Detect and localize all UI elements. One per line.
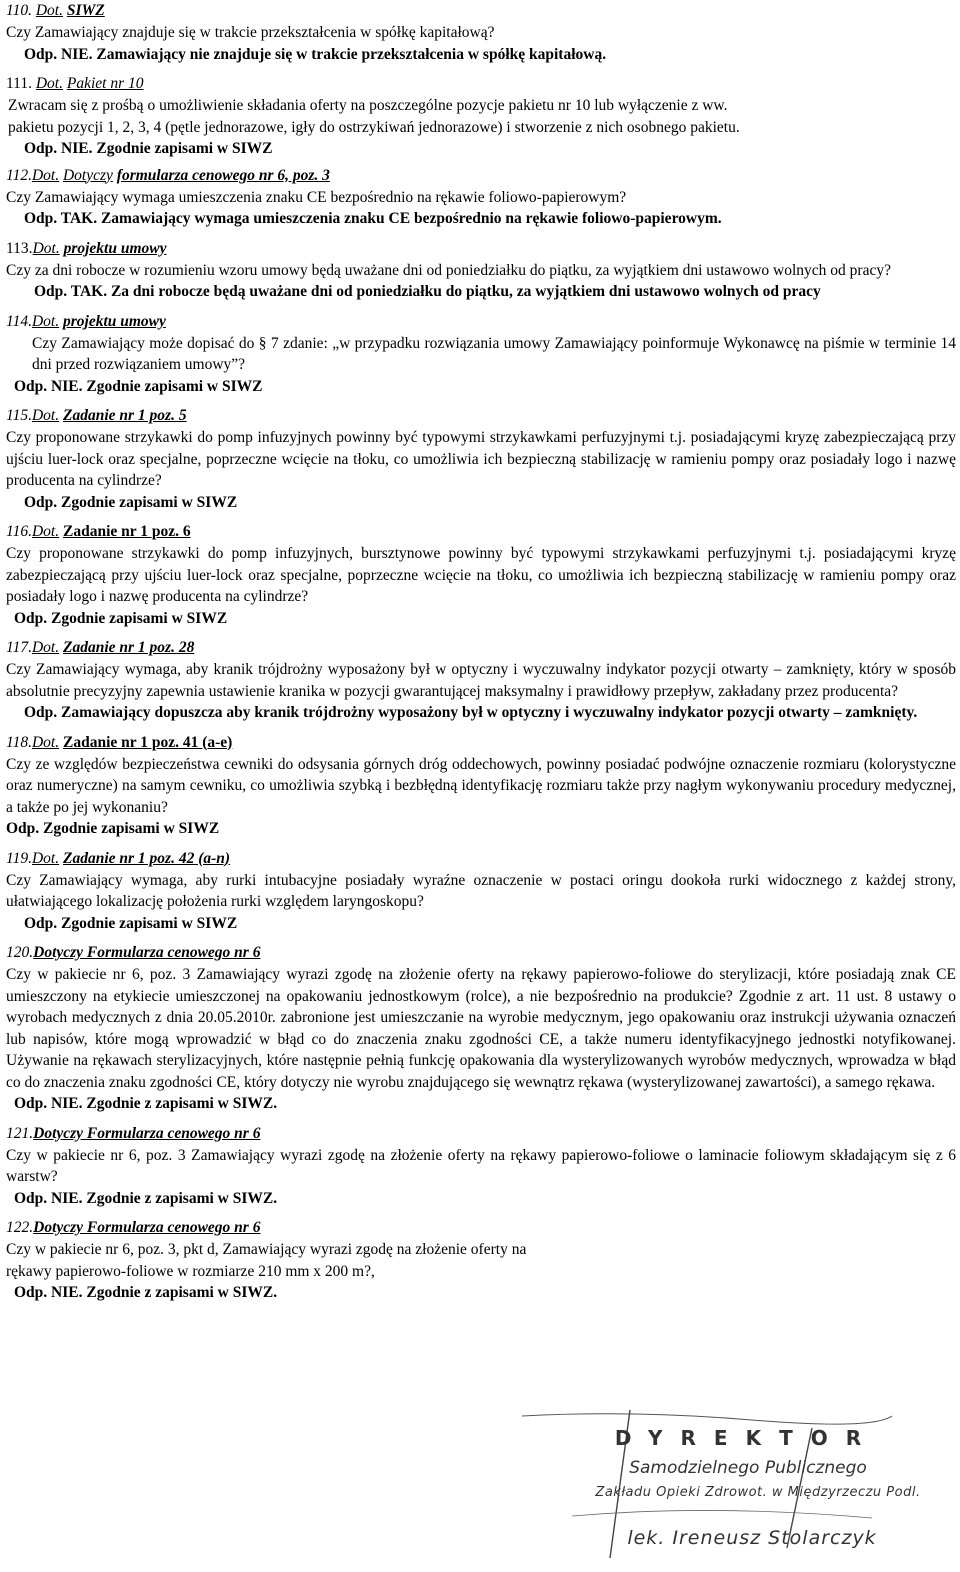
qa-item-114 <box>6 311 956 398</box>
item-heading: 112.Dot. Dotyczy formularza cenowego nr 6, poz. 3 <box>6 166 330 184</box>
qa-item-121 <box>6 1123 956 1210</box>
item-answer: Odp. NIE. Zgodnie zapisami w SIWZ <box>14 377 263 395</box>
item-question: Czy Zamawiający znajduje się w trakcie przekształcenia w spółkę kapitałową? <box>6 24 495 41</box>
item-question: Czy za dni robocze w rozumieniu wzoru umowy będą uważane dni od poniedziałku do piątku, za wyjątkiem dni ustawowo wolnych od pracy? <box>6 261 891 279</box>
item-heading: 122.Dotyczy Formularza cenowego nr 6 <box>6 1219 261 1236</box>
item-question: Czy ze względów bezpieczeństwa cewniki do odsysania górnych dróg oddechowych, powinny posiadać podwójne oznaczenie rozmiaru (kolorystyczne oraz numeryczne) na samym cewniku, co umożliwia szybką i bezbłędną identyfikację rozmiaru także przy nagłym wykonywaniu procedury medycznej, a także po jej wykonaniu? <box>6 755 956 816</box>
item-answer: Odp. Zgodnie zapisami w SIWZ <box>14 609 228 627</box>
item-answer: Odp. Zgodnie zapisami w SIWZ <box>24 493 238 511</box>
item-question: Czy w pakiecie nr 6, poz. 3, pkt d, Zamawiający wyrazi zgodę na złożenie oferty na rękawy papierowo-foliowe w rozmiarze 210 mm x 200 m?, <box>6 1241 527 1280</box>
item-question: Czy proponowane strzykawki do pomp infuzyjnych, bursztynowe powinny być typowymi strzykawkami perfuzyjnymi t.j. posiadającymi kryzę zabezpieczającą przy ujściu luer-lock oraz specjalne, poprzeczne wcięcie na tłoku, co umożliwia ich bezpieczną stabilizację w ramieniu pompy oraz posiadały logo i nazwę producenta na cylindrze? <box>6 545 956 605</box>
item-heading: 114.Dot. projektu umowy <box>6 312 166 330</box>
item-heading: 118.Dot. Zadanie nr 1 poz. 41 (a-e) <box>6 733 233 751</box>
item-answer: Odp. Zamawiający dopuszcza aby kranik trójdrożny wyposażony był w optyczny i wyczuwalny indykator pozycji otwarty – zamknięty. <box>24 704 918 721</box>
item-heading: 110. Dot. SIWZ <box>6 2 105 19</box>
stamp-institution-line1: Samodzielnego Publicznego <box>629 1458 867 1478</box>
item-question: Czy proponowane strzykawki do pomp infuzyjnych powinny być typowymi strzykawkami perfuzyjnymi t.j. posiadającymi kryzę zabezpieczającą przy ujściu luer-lock oraz specjalne, poprzeczne wcięcie na tłoku, co umożliwia ich bezpieczną stabilizację w ramieniu pompy oraz posiadały logo i nazwę producenta na cylindrze? <box>6 429 956 489</box>
item-question-line: pakietu pozycji 1, 2, 3, 4 (pętle jednorazowe, igły do ostrzykiwań jednorazowe) i stworzenie z nich osobnego pakietu. <box>8 118 740 136</box>
stamp-institution-line2: Zakładu Opieki Zdrowot. w Międzyrzeczu Podl. <box>595 1485 921 1500</box>
qa-item-113 <box>6 238 956 303</box>
qa-item-118 <box>6 732 956 840</box>
item-answer: Odp. Zgodnie zapisami w SIWZ <box>6 820 220 837</box>
qa-item-119 <box>6 848 956 935</box>
item-answer: Odp. Zgodnie zapisami w SIWZ <box>24 914 238 932</box>
item-question: Czy Zamawiający wymaga, aby rurki intubacyjne posiadały wyraźne oznaczenie w postaci oringu dookoła rurki widocznego z każdej strony, ułatwiającego lokalizację położenia rurki względem laryngoskopu? <box>6 871 956 910</box>
qa-item-116 <box>6 521 956 629</box>
stamp-title: DYREKTOR <box>614 1426 880 1450</box>
item-heading: 121.Dotyczy Formularza cenowego nr 6 <box>6 1124 261 1142</box>
item-question: Czy w pakiecie nr 6, poz. 3 Zamawiający wyrazi zgodę na złożenie oferty na rękawy papierowo-foliowe o laminacie foliowym składającym się z 6 warstw? <box>6 1146 956 1185</box>
item-heading: 116.Dot. Zadanie nr 1 poz. 6 <box>6 523 191 540</box>
item-answer: Odp. TAK. Za dni robocze będą uważane dni od poniedziałku do piątku, za wyjątkiem dni ustawowo wolnych od pracy <box>34 283 821 300</box>
qa-item-117 <box>6 637 956 724</box>
item-heading: 111. Dot. Pakiet nr 10 <box>6 75 144 92</box>
document-page <box>6 0 956 1304</box>
item-answer: Odp. NIE. Zgodnie zapisami w SIWZ <box>24 140 273 157</box>
item-heading: 119.Dot. Zadanie nr 1 poz. 42 (a-n) <box>6 849 231 867</box>
qa-item-120 <box>6 942 956 1115</box>
qa-item-122 <box>6 1217 956 1304</box>
item-heading: 113.Dot. projektu umowy <box>6 239 167 257</box>
item-question: Czy Zamawiający wymaga, aby kranik trójdrożny wyposażony był w optyczny i wyczuwalny indykator pozycji otwarty – zamknięty, który w sposób absolutnie precyzyjny zapewnia ustawienie kranika w pozycji gwarantującej maksymalny i prawidłowy przepływ, zakładany przez producenta? <box>6 661 956 700</box>
qa-item-115 <box>6 405 956 513</box>
item-answer: Odp. NIE. Zgodnie z zapisami w SIWZ. <box>14 1284 278 1301</box>
item-question: Czy Zamawiający wymaga umieszczenia znaku CE bezpośrednio na rękawie foliowo-papierowym? <box>6 188 627 206</box>
director-stamp <box>512 1408 921 1568</box>
item-heading: 120.Dotyczy Formularza cenowego nr 6 <box>6 944 261 961</box>
qa-item-110 <box>6 0 956 65</box>
item-answer: Odp. NIE. Zgodnie z zapisami w SIWZ. <box>14 1095 278 1112</box>
qa-item-112 <box>6 165 956 230</box>
item-heading: 117.Dot. Zadanie nr 1 poz. 28 <box>6 639 195 656</box>
item-answer: Odp. TAK. Zamawiający wymaga umieszczenia znaku CE bezpośrednio na rękawie foliowo-papierowym. <box>24 210 722 227</box>
item-answer: Odp. NIE. Zgodnie z zapisami w SIWZ. <box>14 1189 278 1207</box>
item-answer: Odp. NIE. Zamawiający nie znajduje się w trakcie przekształcenia w spółkę kapitałową. <box>24 45 607 63</box>
stamp-signature: lek. Ireneusz Stolarczyk <box>627 1527 877 1549</box>
qa-item-111 <box>6 73 956 160</box>
item-question: Czy w pakiecie nr 6, poz. 3 Zamawiający wyrazi zgodę na złożenie oferty na rękawy papierowo-foliowe do sterylizacji, które posiadają znak CE umieszczony na etykiecie umieszczonej na opakowaniu jednostkowym (rolce), a nie bezpośrednio na produkcie? Zgodnie z art. 11 ust. 8 ustawy o wyrobach medycznych z dnia 20.05.2010r. zabronione jest umieszczanie na wyrobie medycznym, jego opakowaniu oraz instrukcji używania oznaczeń lub napisów, które mogą wprowadzić w błąd co do znaczenia znaku zgodności CE, a także numeru identyfikacyjnego jednostki notyfikowanej. Używanie na rękawach sterylizacyjnych, które następnie pełnią funkcję opakowania dla wysterylizowanych wyrobów medycznych, wprowadza w błąd co do znaczenia znaku zgodności CE, który dotyczy nie wyrobu znajdującego się wewnątrz rękawa (wysterylizowanej zawartości), a samego rękawa. <box>6 966 956 1091</box>
item-question: Czy Zamawiający może dopisać do § 7 zdanie: „w przypadku rozwiązania umowy Zamawiający poinformuje Wykonawcę na piśmie w terminie 14 dni przed rozwiązaniem umowy”? <box>32 334 956 373</box>
item-question-line: Zwracam się z prośbą o umożliwienie składania oferty na poszczególne pozycje pakietu nr 10 lub wyłączenie z ww. <box>8 97 728 114</box>
item-heading: 115.Dot. Zadanie nr 1 poz. 5 <box>6 407 187 424</box>
